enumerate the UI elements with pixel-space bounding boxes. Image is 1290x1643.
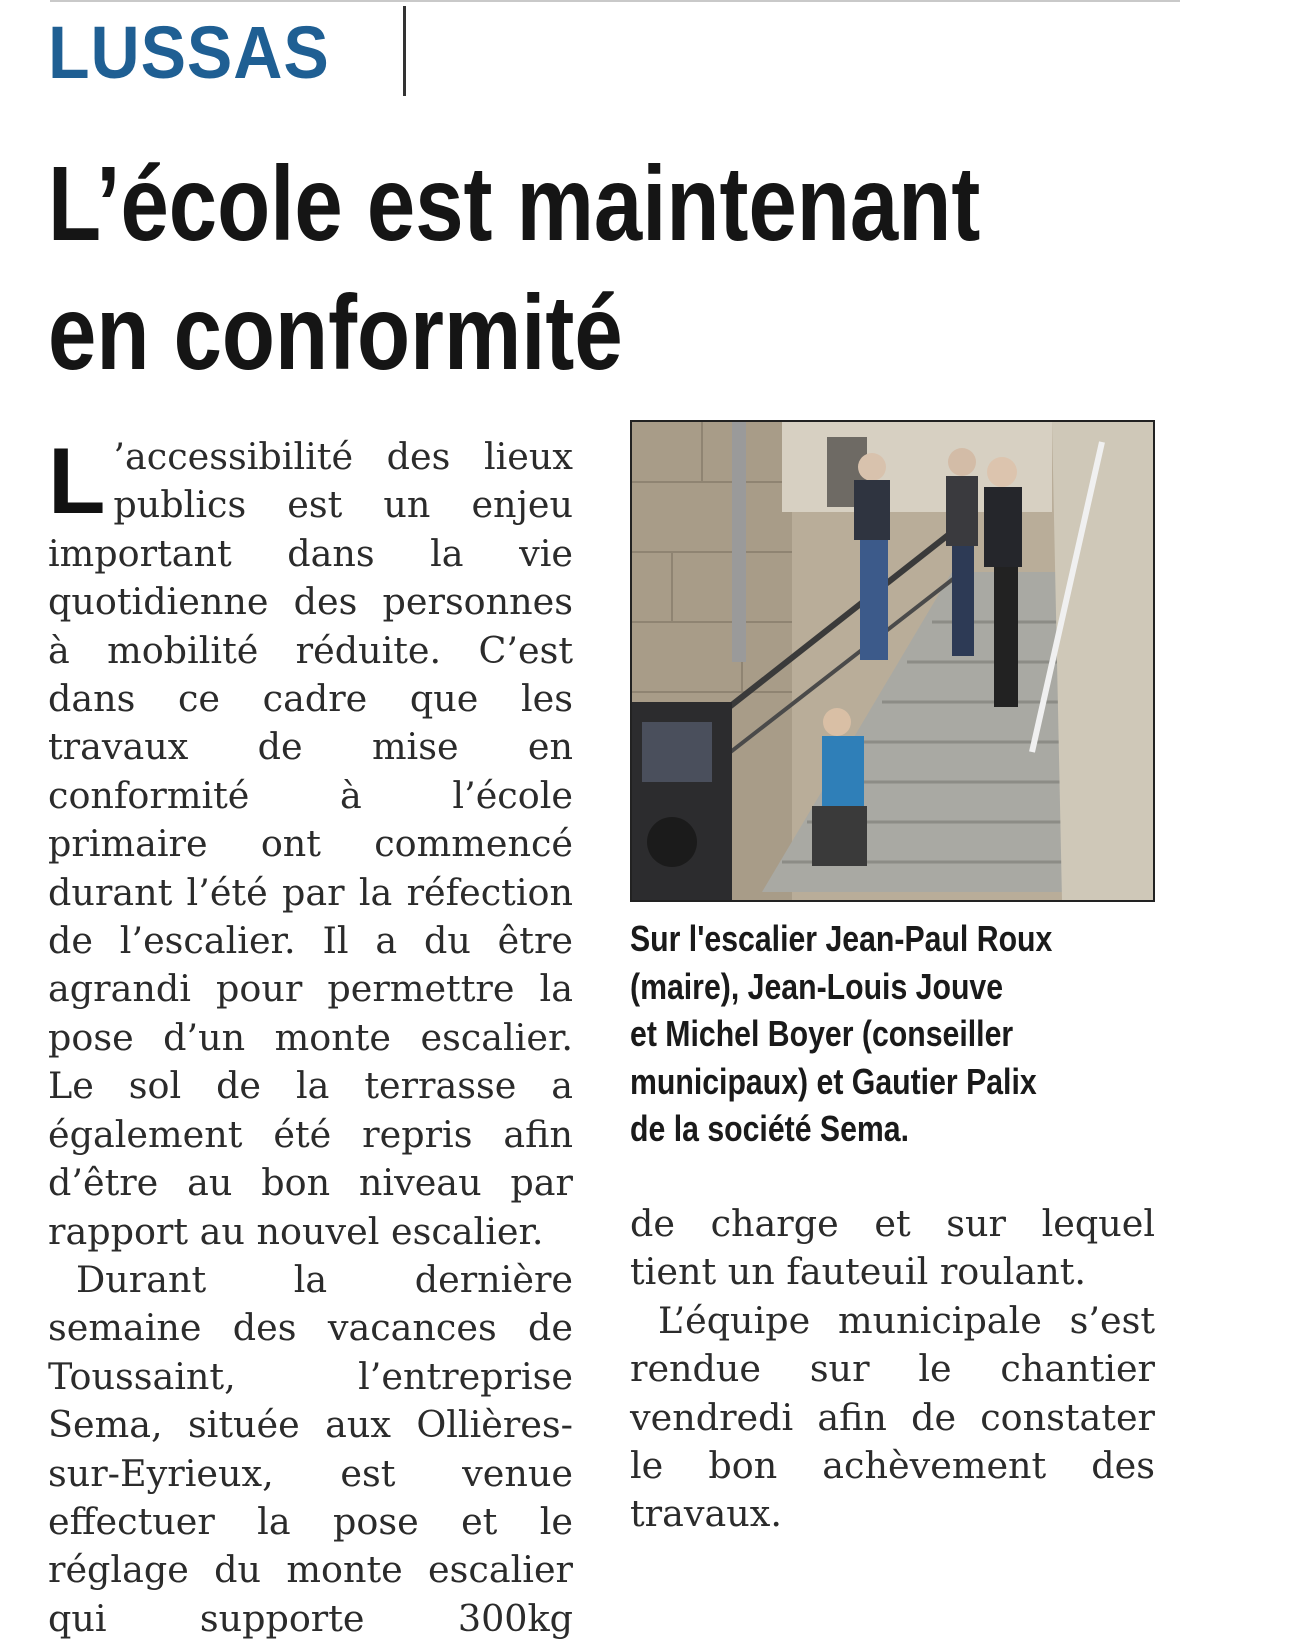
article-column-right [630, 1200, 1155, 1539]
paragraph-3: L’équipe municipale s’est rendue sur le chantier vendredi afin de constater le bon achèvement des travaux. [630, 1298, 1155, 1536]
caption-line: de la société Sema. [630, 1108, 910, 1149]
article-column-left [48, 428, 573, 1643]
paragraph-2-continued: de charge et sur lequel tient un fauteuil roulant. [630, 1202, 1155, 1294]
photo-caption [630, 915, 1100, 1153]
lead-paragraph [48, 428, 573, 1256]
caption-line: (maire), Jean-Louis Jouve [630, 965, 1004, 1007]
caption-line: Sur l'escalier Jean-Paul Roux [630, 918, 1053, 959]
section-divider [403, 6, 406, 96]
caption-line: municipaux) et Gautier Palix [630, 1060, 1037, 1102]
section-label: LUSSAS [48, 11, 330, 94]
lead-text: ’accessibilité des lieux publics est un enjeu important dans la vie quotidienne des personnes à mobilité réduite. C’est dans ce cadre que les travaux de mise en conformité à l’école primaire ont commencé durant l’été par la réfection de l’escalier. Il a du être agrandi pour permettre la pose d’un monte escalier. Le sol de la terrasse a également été repris afin d’être au bon niveau par rapport au nouvel escalier. [48, 435, 573, 1253]
top-rule [50, 0, 1180, 2]
drop-cap: L [48, 428, 106, 533]
article-headline [48, 140, 980, 399]
headline-line-1: L’école est maintenant [48, 145, 981, 263]
article-photo [630, 420, 1155, 902]
paragraph-2: Durant la dernière semaine des vacances de Toussaint, l’entreprise Sema, située aux Ollières-sur-Eyrieux, est venue effectuer la pose et le réglage du monte escalier qui supporte 300kg [48, 1257, 573, 1640]
staircase-photo [632, 422, 1153, 900]
caption-line: et Michel Boyer (conseiller [630, 1013, 1014, 1054]
headline-line-2: en conformité [48, 274, 623, 393]
